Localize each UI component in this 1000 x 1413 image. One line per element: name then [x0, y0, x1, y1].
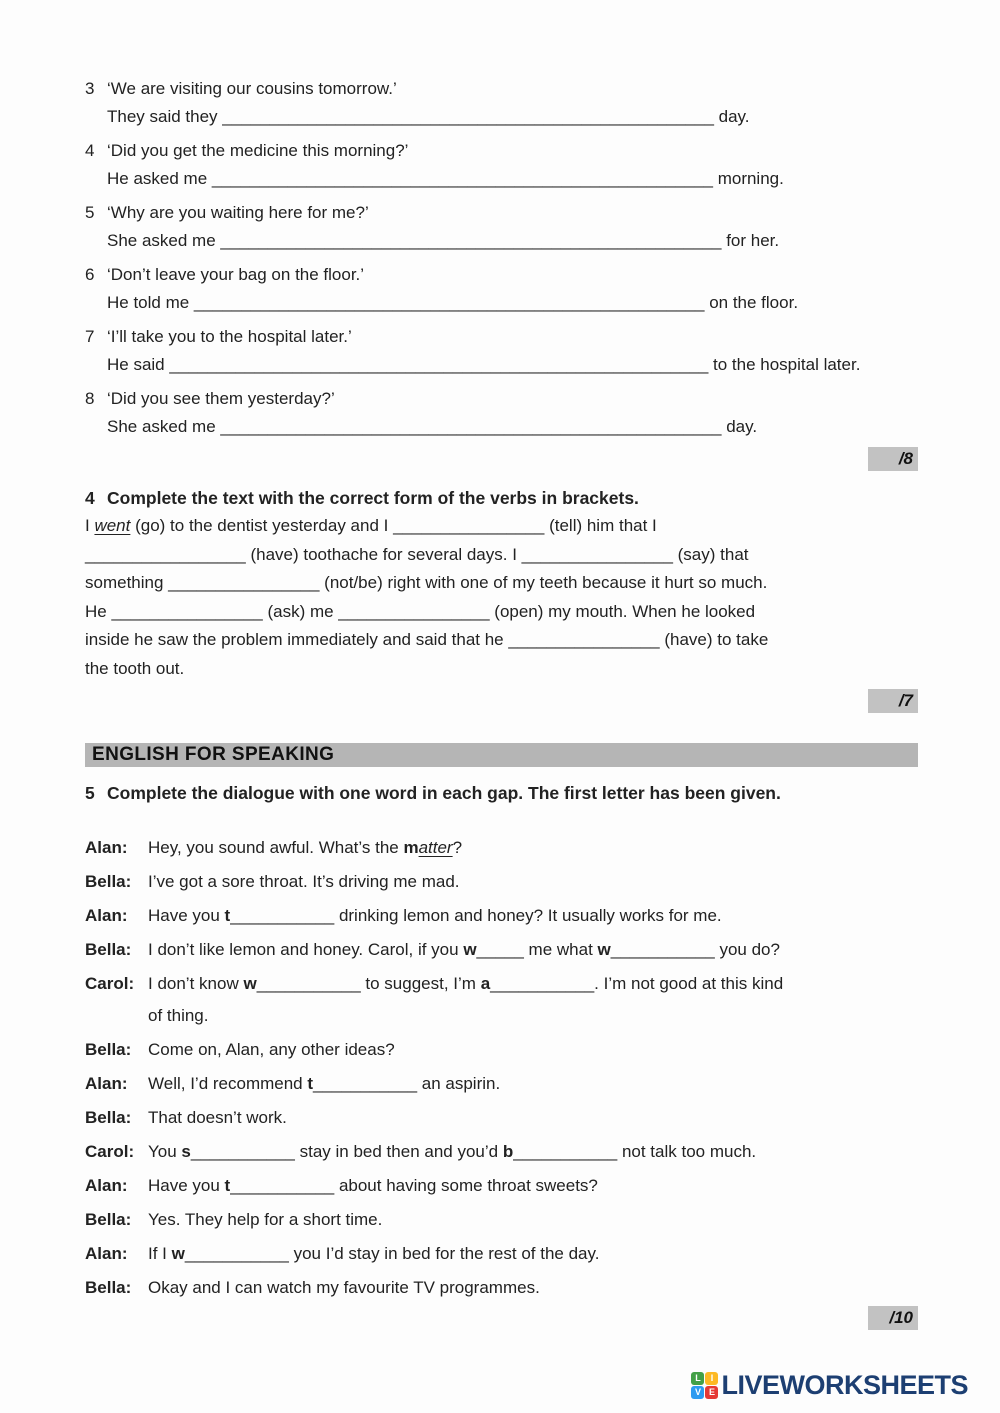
dialogue-text: I don’t know w___________ to suggest, I’m a___________. I’m not good at this kind of thing.	[148, 974, 784, 1025]
item-answer-line: She asked me _____________________________________________________ for her.	[107, 231, 780, 250]
dialogue-exercise	[85, 780, 918, 1330]
exercise-item-5	[85, 199, 918, 255]
exercise-item-8	[85, 385, 918, 441]
dialogue-text: Have you t___________ about having some throat sweets?	[148, 1176, 598, 1195]
dialogue-text: Yes. They help for a short time.	[148, 1210, 383, 1229]
item-answer-line: She asked me _____________________________________________________ day.	[107, 417, 758, 436]
exercise5-heading	[85, 780, 918, 806]
paragraph-line: the tooth out.	[85, 658, 185, 678]
speaker-label: Alan:	[85, 1176, 128, 1195]
item-number: 6	[85, 265, 95, 284]
exercise-instruction: Complete the text with the correct form of the verbs in brackets.	[107, 488, 639, 508]
speaker-label: Alan:	[85, 1244, 128, 1263]
score-badge-verb-form: /7	[868, 689, 918, 713]
item-answer-line: They said they ____________________________________________________ day.	[107, 107, 750, 126]
speaker-label: Carol:	[85, 974, 135, 993]
dialogue-line	[85, 900, 918, 932]
liveworksheets-logo[interactable]	[691, 1370, 968, 1401]
exercise-item-4	[85, 137, 918, 193]
item-number: 3	[85, 79, 95, 98]
speaker-label: Bella:	[85, 1108, 132, 1127]
dialogue	[85, 832, 918, 1304]
logo-tile-l: L	[691, 1372, 704, 1385]
dialogue-line	[85, 1136, 918, 1168]
dialogue-text: Well, I’d recommend t___________ an aspirin.	[148, 1074, 501, 1093]
dialogue-line	[85, 934, 918, 966]
dialogue-text: If I w___________ you I’d stay in bed for the rest of the day.	[148, 1244, 600, 1263]
dialogue-text: Hey, you sound awful. What’s the matter?	[148, 838, 463, 857]
logo-tile-i: I	[705, 1372, 718, 1385]
dialogue-line	[85, 1068, 918, 1100]
logo-tile-e: E	[705, 1386, 718, 1399]
item-number: 5	[85, 203, 95, 222]
exercise-instruction: Complete the dialogue with one word in each gap. The first letter has been given.	[107, 783, 781, 803]
dialogue-line	[85, 1034, 918, 1066]
dialogue-text: That doesn’t work.	[148, 1108, 287, 1127]
dialogue-text: I don’t like lemon and honey. Carol, if you w_____ me what w___________ you do?	[148, 940, 780, 959]
speaker-label: Bella:	[85, 872, 132, 891]
item-quote: ‘Don’t leave your bag on the floor.’	[107, 265, 365, 284]
verb-form-exercise	[85, 485, 918, 713]
score-badge-reported-speech: /8	[868, 447, 918, 471]
dialogue-line	[85, 1272, 918, 1304]
dialogue-line	[85, 968, 918, 1032]
item-answer-line: He said _________________________________________________________ to the hospital later.	[107, 355, 861, 374]
exercise-item-7	[85, 323, 918, 379]
exercise-number: 5	[85, 783, 95, 803]
paragraph-line: _________________ (have) toothache for several days. I ________________ (say) that	[85, 544, 749, 564]
paragraph-line: something ________________ (not/be) right with one of my teeth because it hurt so much.	[85, 573, 768, 592]
dialogue-text: I’ve got a sore throat. It’s driving me mad.	[148, 872, 460, 891]
item-quote: ‘Why are you waiting here for me?’	[107, 203, 369, 222]
exercise-item-6	[85, 261, 918, 317]
speaker-label: Alan:	[85, 838, 128, 857]
score-badge-dialogue: /10	[868, 1306, 918, 1330]
dialogue-line	[85, 1204, 918, 1236]
dialogue-line	[85, 866, 918, 898]
liveworksheets-logo-text: LIVEWORKSHEETS	[721, 1370, 968, 1400]
speaker-label: Bella:	[85, 940, 132, 959]
item-quote: ‘I’ll take you to the hospital later.’	[107, 327, 352, 346]
paragraph-line: inside he saw the problem immediately and said that he ________________ (have) to take	[85, 630, 769, 649]
exercise-item-3	[85, 75, 918, 131]
dialogue-line	[85, 1170, 918, 1202]
speaker-label: Alan:	[85, 906, 128, 925]
speaker-label: Bella:	[85, 1040, 132, 1059]
item-number: 7	[85, 327, 95, 346]
reported-speech-exercise	[85, 75, 918, 471]
liveworksheets-logo-icon	[691, 1372, 718, 1399]
item-quote: ‘Did you get the medicine this morning?’	[107, 141, 409, 160]
logo-tile-v: V	[691, 1386, 704, 1399]
dialogue-line	[85, 1102, 918, 1134]
dialogue-line	[85, 832, 918, 864]
speaking-section-banner: ENGLISH FOR SPEAKING	[85, 743, 918, 767]
item-answer-line: He asked me _____________________________________________________ morning.	[107, 169, 784, 188]
speaker-label: Bella:	[85, 1278, 132, 1297]
item-quote: ‘We are visiting our cousins tomorrow.’	[107, 79, 397, 98]
dialogue-text: Have you t___________ drinking lemon and honey? It usually works for me.	[148, 906, 722, 925]
dialogue-text: Come on, Alan, any other ideas?	[148, 1040, 395, 1059]
exercise4-heading	[85, 485, 918, 511]
dialogue-text: You s___________ stay in bed then and you’d b___________ not talk too much.	[148, 1142, 757, 1161]
gap-fill-paragraph	[85, 512, 918, 683]
speaker-label: Alan:	[85, 1074, 128, 1093]
paragraph-line: He ________________ (ask) me ________________ (open) my mouth. When he looked	[85, 601, 756, 621]
speaker-label: Bella:	[85, 1210, 132, 1229]
item-number: 8	[85, 389, 95, 408]
dialogue-line	[85, 1238, 918, 1270]
item-quote: ‘Did you see them yesterday?’	[107, 389, 335, 408]
speaker-label: Carol:	[85, 1142, 135, 1161]
paragraph-line: I went (go) to the dentist yesterday and I ________________ (tell) him that I	[85, 516, 657, 535]
item-number: 4	[85, 141, 95, 160]
dialogue-text: Okay and I can watch my favourite TV programmes.	[148, 1278, 540, 1297]
item-answer-line: He told me ______________________________________________________ on the floor.	[107, 293, 799, 312]
exercise-number: 4	[85, 488, 95, 508]
